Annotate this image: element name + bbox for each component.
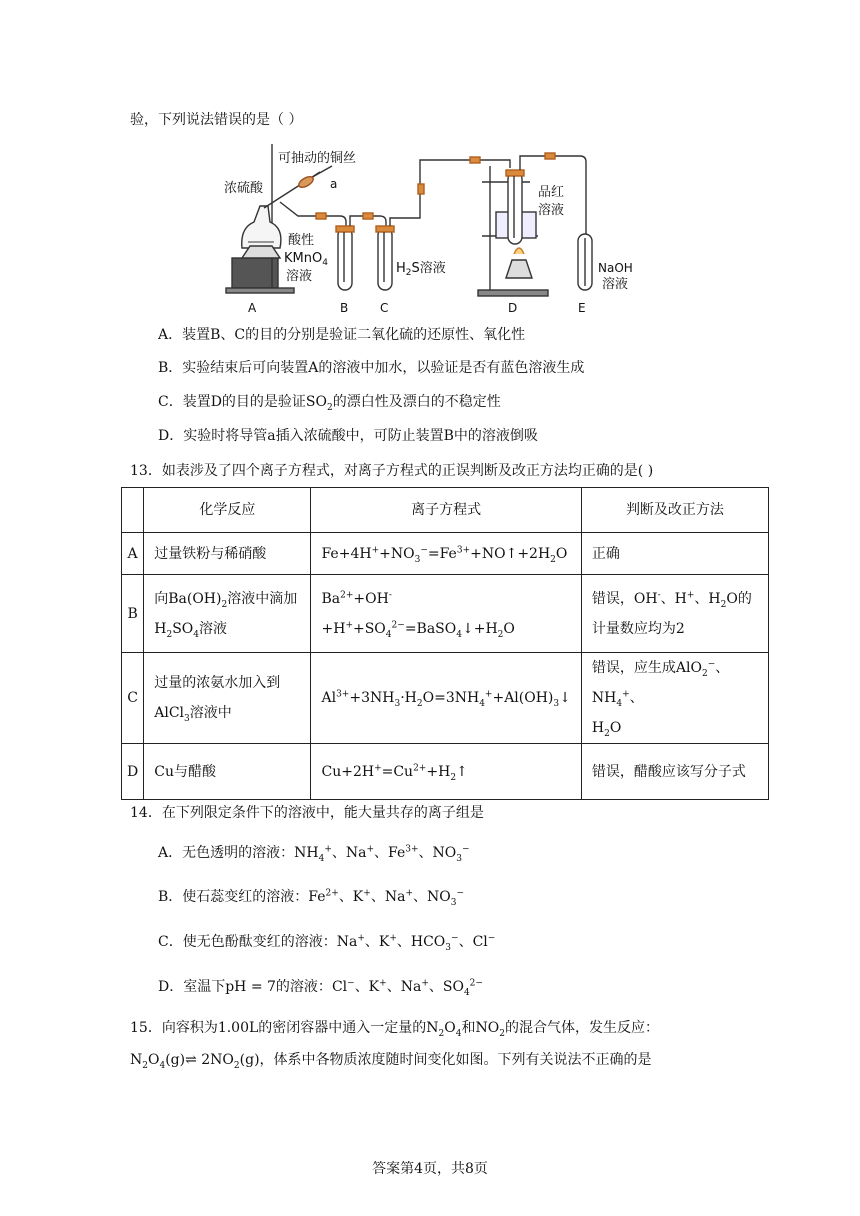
q13-stem: 13．如表涉及了四个离子方程式，对离子方程式的正误判断及改正方法均正确的是( ) (130, 463, 654, 479)
q14-option-d: D．室温下pH = 7的溶液：Cl−、K+、Na+、$SO_4^{2-}$ (158, 978, 483, 998)
q14-option-c: C．使无色酚酞变红的溶液：Na+、K+、$HCO_3^-$、Cl− (158, 933, 496, 953)
label-kmno4: KMnO$_4$ (284, 251, 328, 268)
table-row: A 过量铁粉与稀硝酸 $Fe+4H^++NO_3^-=Fe^{3+}+NO↑+2H_2O$ 正确 (122, 533, 769, 575)
judgement-cell: 错误，OH-、H+、$H_2O$的计量数应均为2 (581, 575, 768, 653)
label-kmno4-solution: 溶液 (286, 269, 313, 284)
label-D: D (508, 301, 518, 315)
q15-line-1: 15．向容积为1.00L的密闭容器中通入一定量的$N_2O_4$和$NO_2$的混合气体，发生反应： (130, 1020, 659, 1039)
reaction-cell: 过量铁粉与稀硝酸 (144, 533, 311, 575)
label-B: B (340, 301, 349, 315)
reaction-cell: 过量的浓氨水加入到 AlCl$_3$溶液中 (144, 653, 311, 744)
q14-option-b: B．使石蕊变红的溶液：$Fe^{2+}$、K+、Na+、$NO_3^-$ (158, 888, 464, 908)
equation-cell: $Ba^{2+}+OH^-+H^++SO_4^{2-}=BaSO_4↓+H_2O$ (311, 575, 581, 653)
q12-option-c: C．装置D的目的是验证$SO_2$的漂白性及漂白的不稳定性 (158, 394, 501, 413)
label-h2s-solution: $H_2S$溶液 (396, 261, 446, 278)
label-naoh: NaOH (598, 261, 633, 275)
label-copper-wire: 可抽动的铜丝 (278, 151, 357, 166)
q15-line-2: $N_2O_4(g)\rightleftharpoons$ $2NO_2(g)$，体系中各物质浓度随时间变化如图。下列有关说法不正确的是 (130, 1052, 652, 1071)
table-row: B 向$Ba(OH)_2$溶液中滴加 $H_2SO_4$溶液 $Ba^{2+}+OH^-+H^++SO_4^{2-}=BaSO_4↓+H_2O$ 错误，OH-、H+、$H_2O$的计量数应均为2 (122, 575, 769, 653)
equation-cell: $Al^{3+}+3NH_3\cdot H_2O=3NH_4^++Al(OH)_3↓$ (311, 653, 581, 744)
label-pinhong-solution: 溶液 (538, 203, 565, 218)
table-header-row (122, 488, 769, 533)
label-pinhong: 品红 (538, 185, 565, 200)
label-acidic: 酸性 (288, 233, 315, 248)
header-equation: 离子方程式 (311, 488, 581, 533)
ion-equation-table (121, 487, 769, 800)
table-row: C 过量的浓氨水加入到 AlCl$_3$溶液中 $Al^{3+}+3NH_3\cdot H_2O=3NH_4^++Al(OH)_3↓$ 错误，应生成AlO$_2$−、$NH_4^+$、 $H_2O$ (122, 653, 769, 744)
header-judgement: 判断及改正方法 (581, 488, 768, 533)
label-E: E (578, 301, 586, 315)
q12-option-a: A．装置B、C的目的分别是验证二氧化硫的还原性、氧化性 (158, 327, 526, 343)
equation-cell: $Cu+2H^+=Cu^{2+}+H_2↑$ (311, 744, 581, 800)
header-reaction: 化学反应 (144, 488, 311, 533)
label-A: A (248, 301, 257, 315)
q12-option-b: B．实验结束后可向装置A的溶液中加水，以验证是否有蓝色溶液生成 (158, 360, 585, 376)
label-C: C (380, 301, 389, 315)
equation-cell: $Fe+4H^++NO_3^-=Fe^{3+}+NO↑+2H_2O$ (311, 533, 581, 575)
page-footer: 答案第4页，共8页 (372, 1161, 488, 1177)
apparatus-figure (220, 142, 640, 318)
reaction-cell: 向$Ba(OH)_2$溶液中滴加 $H_2SO_4$溶液 (144, 575, 311, 653)
q12-option-d: D．实验时将导管a插入浓硫酸中，可防止装置B中的溶液倒吸 (158, 428, 538, 444)
q14-option-a: A．无色透明的溶液：$NH_4^+$、Na+、$Fe^{3+}$、$NO_3^-$ (158, 844, 470, 864)
label-naoh-solution: 溶液 (602, 277, 629, 292)
judgement-cell: 正确 (581, 533, 768, 575)
q14-stem: 14．在下列限定条件下的溶液中，能大量共存的离子组是 (130, 805, 484, 821)
label-a: a (330, 177, 338, 191)
table-row: D Cu与醋酸 $Cu+2H^+=Cu^{2+}+H_2↑$ 错误，醋酸应该写分子式 (122, 744, 769, 800)
q12-stem: 验，下列说法错误的是（ ） (130, 112, 303, 128)
label-conc-sulfuric-acid: 浓硫酸 (224, 181, 264, 196)
judgement-cell: 错误，应生成AlO$_2$−、$NH_4^+$、 $H_2O$ (581, 653, 768, 744)
judgement-cell: 错误，醋酸应该写分子式 (581, 744, 768, 800)
reaction-cell: Cu与醋酸 (144, 744, 311, 800)
